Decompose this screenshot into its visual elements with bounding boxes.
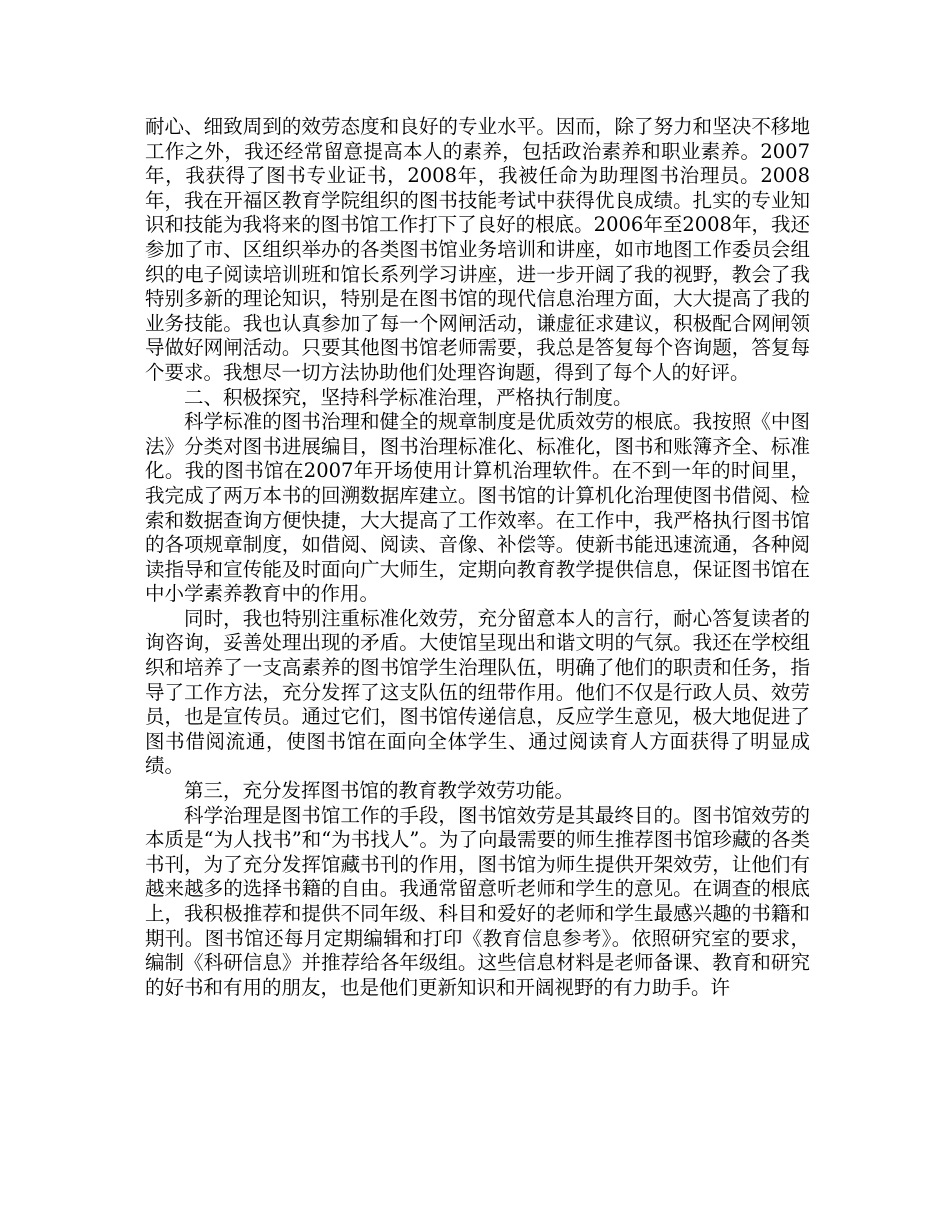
section-heading-2: 二、积极探究，坚持科学标准治理，严格执行制度。 [184, 385, 633, 409]
paragraph-continuation: 耐心、细致周到的效劳态度和良好的专业水平。因而，除了努力和坚决不移地工作之外，我还经常留意提高本人的素养，包括政治素养和职业素养。2007年，我获得了图书专业证书，2008年，我被任命为助理图书治理员。2008年，我在开福区教育学院组织的图书技能考试中获得优良成绩。扎实的专业知识和技能为我将来的图书馆工作打下了良好的根底。2006年至2008年，我还参加了市、区组织举办的各类图书馆业务培训和讲座，如市地图工作委员会组织的电子阅读培训班和馆长系列学习讲座，进一步开阔了我的视野，教会了我特别多新的理论知识，特别是在图书馆的现代信息治理方面，大大提高了我的业务技能。我也认真参加了每一个网闸活动，谦虚征求建议，积极配合网闸领导做好网闸活动。只要其他图书馆老师需要，我总是答复每个咨询题，答复每个要求。我想尽一切方法协助他们处理咨询题，得到了每个人的好评。 [145, 115, 810, 384]
paragraph-management: 科学标准的图书治理和健全的规章制度是优质效劳的根底。我按照《中图法》分类对图书进展编目，图书治理标准化、标准化，图书和账簿齐全、标准化。我的图书馆在2007年开场使用计算机治理软件。在不到一年的时间里，我完成了两万本书的回溯数据库建立。图书馆的计算机化治理使图书借阅、检索和数据查询方便快捷，大大提高了工作效率。在工作中，我严格执行图书馆的各项规章制度，如借阅、阅读、音像、补偿等。使新书能迅速流通，各种阅读指导和宣传能及时面向广大师生，定期向教育教学提供信息，保证图书馆在中小学素养教育中的作用。 [145, 410, 810, 606]
section-heading-3: 第三，充分发挥图书馆的教育教学效劳功能。 [184, 779, 575, 803]
paragraph-service: 同时，我也特别注重标准化效劳，充分留意本人的言行，耐心答复读者的询咨询，妥善处理出现的矛盾。大使馆呈现出和谐文明的气氛。我还在学校组织和培养了一支高素养的图书馆学生治理队伍，明确了他们的职责和任务，指导了工作方法，充分发挥了这支队伍的纽带作用。他们不仅是行政人员、效劳员，也是宣传员。通过它们，图书馆传递信息，反应学生意见，极大地促进了图书借阅流通，使图书馆在面向全体学生、通过阅读育人方面获得了明显成绩。 [145, 606, 810, 778]
paragraph-education: 科学治理是图书馆工作的手段，图书馆效劳是其最终目的。图书馆效劳的本质是“为人找书”和“为书找人”。为了向最需要的师生推荐图书馆珍藏的各类书刊，为了充分发挥馆藏书刊的作用，图书馆为师生提供开架效劳，让他们有越来越多的选择书籍的自由。我通常留意听老师和学生的意见。在调查的根底上，我积极推荐和提供不同年级、科目和爱好的老师和学生最感兴趣的书籍和期刊。图书馆还每月定期编辑和打印《教育信息参考》。依照研究室的要求，编制《科研信息》并推荐给各年级组。这些信息材料是老师备课、教育和研究的好书和有用的朋友，也是他们更新知识和开阔视野的有力助手。许 [145, 803, 810, 999]
document-body [145, 115, 810, 1000]
